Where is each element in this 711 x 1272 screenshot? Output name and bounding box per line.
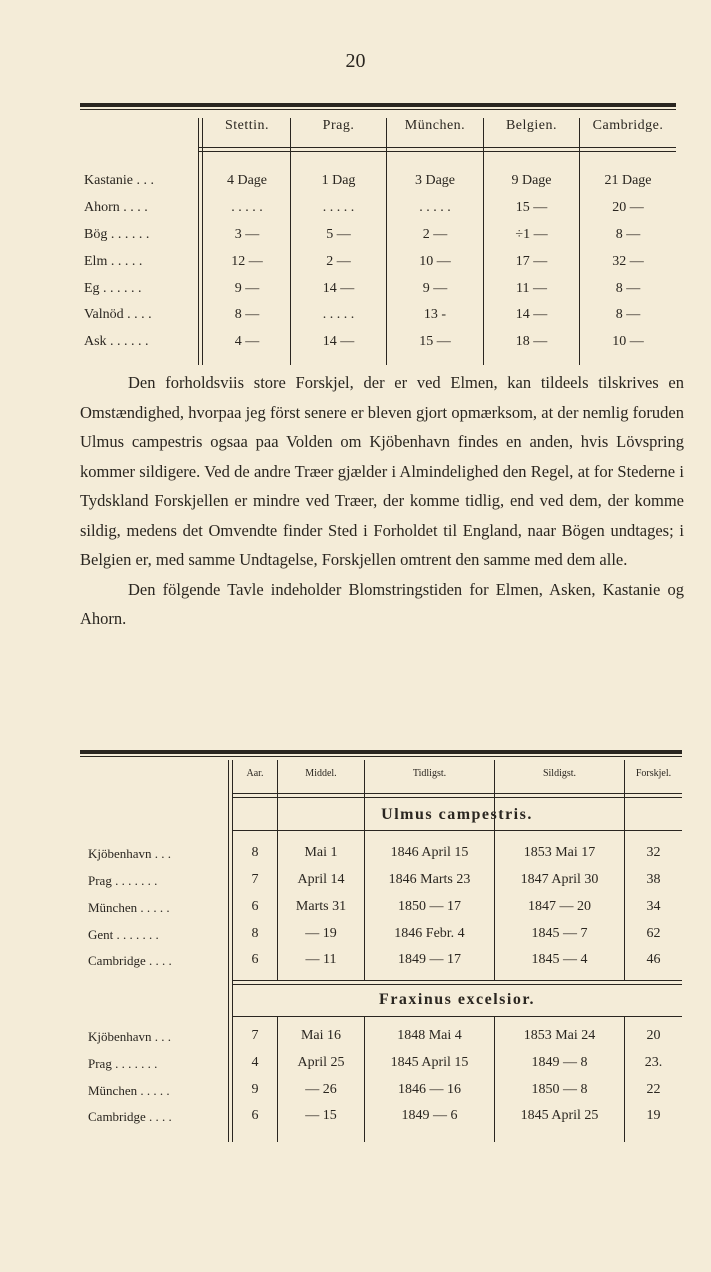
table-cell: 1853 Mai 17 [523,845,596,860]
paragraph: Den forholdsviis store Forskjel, der er ved Elmen, kan tildeels tilskrives en Omstændighed, hvorpaa jeg först senere er bleven gjort opmærksom, at der nemlig foruden Ulmus campestris ogsaa paa Volden om Kjöbenhavn findes en anden, hvis Lövspring kommer sildigere. Ved de andre Træer gjælder i Almindelighed den Regel, at for Stederne i Tydskland Forskjellen er mindre ved Træer, der komme tidlig, end ved dem, der komme sildig, medens det Omvendte finder Sted i Forholdet til England, naar Bögen undtages; i Belgien er, med samme Undtagelse, Forskjellen omtrent den samme med dem alle. [80,373,684,569]
table-cell: — 19 [305,926,337,941]
table-cell: 6 [251,899,259,914]
row-label: Elm . . . . . [84,254,143,269]
table-cell: Mai 1 [304,845,338,860]
row-label: München . . . . . [88,1083,170,1098]
column-header: Stettin. [224,118,270,133]
table-cell: 1847 — 20 [528,899,591,914]
table-cell: 4 — [234,334,260,349]
table-cell: 21 Dage [604,173,652,188]
table-cell: 62 [646,926,661,941]
table-cell: 13 - [423,307,447,322]
table-cell: 1846 April 15 [390,845,469,860]
row-label: Kjöbenhavn . . . [88,1029,172,1044]
table-cell: 8 [251,845,259,860]
table-cell: 32 — [612,254,644,269]
paragraph: Den fölgende Tavle indeholder Blomstringstiden for Elmen, Asken, Kastanie og Ahorn. [80,579,684,628]
table-cell: 5 — [326,227,351,242]
table-cell: 1847 April 30 [520,872,599,887]
table-cell: . . . . . [231,200,263,215]
table-cell: 38 [646,872,661,887]
table-cell: — 26 [305,1082,337,1097]
table-cell: 3 — [234,227,260,242]
table-cell: 9 [251,1082,259,1097]
table-cell: 14 — [515,307,548,322]
species-heading: Fraxinus excelsior. [379,991,535,1008]
table-cell: . . . . . [322,307,355,322]
table-top-rule [80,750,682,754]
table-cell: 23. [644,1055,663,1070]
table-cell: 15 — [515,200,548,215]
table-cell: 8 [251,926,259,941]
table-cell: 1845 — 7 [531,926,588,941]
row-label: Valnöd . . . . [84,307,152,322]
table-cell: 4 Dage [226,173,268,188]
table-cell: 17 — [515,254,548,269]
page-number: 20 [345,50,366,72]
row-label: Prag . . . . . . . [88,873,158,888]
row-label: München . . . . . [88,900,170,915]
table-cell: 1850 — 8 [531,1082,588,1097]
row-label: Cambridge . . . . [88,953,172,968]
section-rule [232,980,682,981]
section-rule [232,830,682,831]
header-bottom-rule [232,793,682,794]
header-bottom-rule [198,147,676,148]
table-cell: 1846 Marts 23 [388,872,471,887]
row-label: Kastanie . . . [84,173,154,188]
table-cell: 19 [646,1108,661,1123]
table-cell: . . . . . [322,200,355,215]
table-cell: 32 [646,845,661,860]
table-cell: 12 — [231,254,263,269]
row-label: Ahorn . . . . [84,200,148,215]
table-cell: 1846 — 16 [398,1082,461,1097]
table-cell: Marts 31 [295,899,347,914]
table-cell: ÷1 — [515,227,548,242]
table-top-rule-thin [80,756,682,757]
table-cell: Mai 16 [300,1028,342,1043]
column-header: Tidligst. [412,768,447,779]
table-cell: 1849 — 8 [531,1055,588,1070]
table-cell: 2 — [422,227,448,242]
table-cell: 2 — [326,254,351,269]
table-cell: 1845 — 4 [531,952,588,967]
column-divider-double [198,118,203,365]
column-header: Sildigst. [542,768,577,779]
column-header: München. [404,118,466,133]
table-cell: 8 — [615,307,641,322]
column-header: Aar. [246,768,264,779]
table-cell: 1848 Mai 4 [397,1028,462,1043]
table-cell: 14 — [322,334,355,349]
table-cell: . . . . . [419,200,451,215]
section-rule-2 [232,984,682,985]
table-cell: 6 [251,1108,259,1123]
column-header: Middel. [305,768,337,779]
row-label: Eg . . . . . . [84,281,142,296]
table-cell: 3 Dage [414,173,456,188]
table-cell: 1853 Mai 24 [523,1028,596,1043]
table-cell: 8 — [615,227,641,242]
table-cell: 6 [251,952,259,967]
row-label: Gent . . . . . . . [88,927,159,942]
table-cell: 15 — [419,334,451,349]
table-cell: 46 [646,952,661,967]
table-cell: April 25 [297,1055,345,1070]
row-label: Ask . . . . . . [84,334,149,349]
table-cell: 9 Dage [511,173,552,188]
row-label: Prag . . . . . . . [88,1056,158,1071]
table-cell: — 11 [305,952,337,967]
header-bottom-rule-2 [198,151,676,152]
column-header: Belgien. [505,118,558,133]
table-cell: 1850 — 17 [398,899,461,914]
table-cell: 9 — [422,281,448,296]
table-cell: 1846 Febr. 4 [394,926,465,941]
row-label: Bög . . . . . . [84,227,150,242]
table-cell: 7 [251,1028,259,1043]
row-label: Kjöbenhavn . . . [88,846,172,861]
table-cell: 4 [251,1055,259,1070]
table-cell: 1845 April 15 [390,1055,469,1070]
table-cell: 8 — [234,307,260,322]
body-text [80,368,684,634]
table-cell: 11 — [516,281,547,296]
table-cell: 1845 April 25 [520,1108,599,1123]
table-cell: 9 — [234,281,260,296]
column-header: Forskjel. [635,768,672,779]
table-cell: 22 [646,1082,661,1097]
table-cell: 1849 — 17 [398,952,461,967]
table-cell: 7 [251,872,259,887]
table-cell: — 15 [305,1108,337,1123]
table-top-rule-thin [80,109,676,110]
section-rule [232,1016,682,1017]
table-cell: 14 — [322,281,355,296]
column-header: Cambridge. [592,118,664,133]
table-cell: 8 — [615,281,641,296]
table-cell: 18 — [515,334,548,349]
header-bottom-rule-2 [232,797,682,798]
column-header: Prag. [322,118,355,133]
table-cell: 10 — [419,254,451,269]
table-cell: 1849 — 6 [401,1108,458,1123]
row-label: Cambridge . . . . [88,1109,172,1124]
species-heading: Ulmus campestris. [381,806,533,823]
table-cell: 10 — [612,334,644,349]
table-cell: 20 [646,1028,661,1043]
table-cell: 1 Dag [321,173,356,188]
table-cell: 20 — [612,200,644,215]
table-cell: 34 [646,899,661,914]
table-cell: April 14 [297,872,345,887]
table-top-rule [80,103,676,107]
